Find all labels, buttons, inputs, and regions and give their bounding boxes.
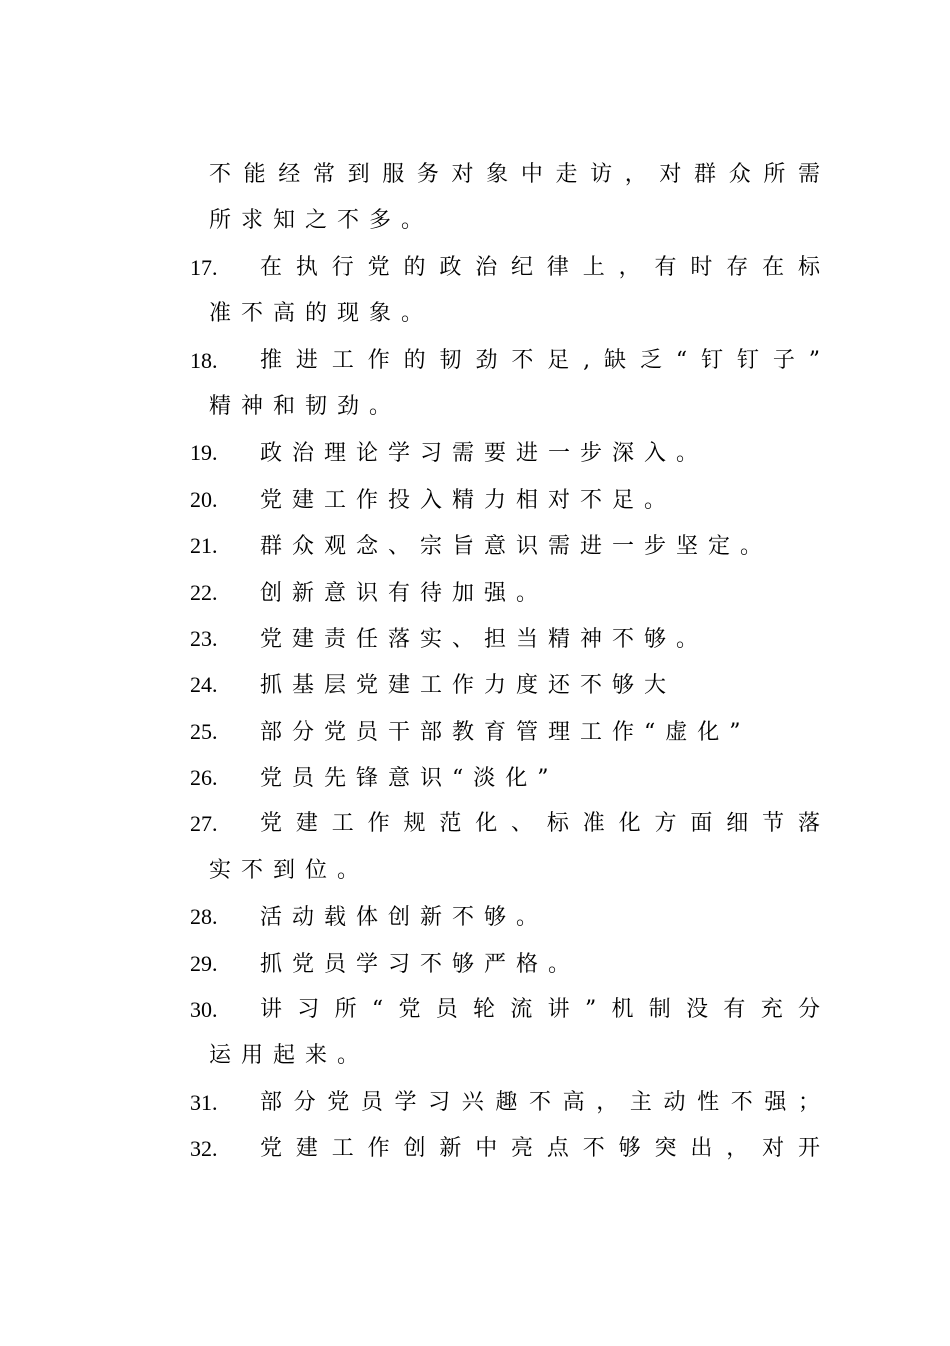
list-item-text: 实不到位。 — [209, 857, 370, 883]
list-number: 22. — [190, 579, 218, 605]
list-number: 18. — [190, 347, 218, 373]
list-number: 17. — [190, 254, 218, 280]
list-item-text: 推进工作的韧劲不足,缺乏“钉钉子” — [260, 347, 820, 373]
list-item-24 — [190, 662, 820, 708]
list-number: 28. — [190, 904, 218, 930]
list-item-27-continuation — [190, 848, 820, 894]
list-item-18-continuation — [190, 384, 820, 430]
list-item-23 — [190, 616, 820, 662]
list-number: 23. — [190, 625, 218, 651]
list-item-19 — [190, 430, 820, 476]
list-number: 26. — [190, 765, 218, 791]
document-body — [190, 152, 820, 1173]
paragraph-text: 不能经常到服务对象中走访，对群众所需 — [209, 162, 820, 187]
list-item-26 — [190, 755, 820, 801]
list-item-30 — [190, 987, 820, 1033]
list-number: 25. — [190, 718, 218, 744]
list-item-text: 党员先锋意识“淡化” — [260, 766, 559, 792]
list-item-text: 在执行党的政治纪律上，有时存在标 — [260, 254, 820, 280]
list-item-text: 党建工作投入精力相对不足。 — [260, 487, 677, 513]
list-number: 19. — [190, 440, 218, 466]
list-item-text: 党建工作创新中亮点不够突出，对开 — [260, 1136, 820, 1162]
list-item-17-continuation — [190, 291, 820, 337]
list-item-21 — [190, 523, 820, 569]
list-item-30-continuation — [190, 1033, 820, 1079]
list-item-22 — [190, 570, 820, 616]
list-item-text: 群众观念、宗旨意识需进一步坚定。 — [260, 534, 773, 560]
list-item-text: 部分党员学习兴趣不高，主动性不强； — [260, 1089, 820, 1115]
list-number: 31. — [190, 1089, 218, 1115]
list-item-text: 抓党员学习不够严格。 — [260, 951, 581, 977]
continuation-line-1 — [190, 152, 820, 198]
list-item-text: 抓基层党建工作力度还不够大 — [260, 673, 677, 699]
list-item-text: 政治理论学习需要进一步深入。 — [260, 441, 709, 467]
list-item-text: 讲习所“党员轮流讲”机制没有充分 — [260, 997, 820, 1023]
list-item-27 — [190, 801, 820, 847]
continuation-line-2 — [190, 198, 820, 244]
list-item-text: 党建工作规范化、标准化方面细节落 — [260, 811, 820, 837]
list-item-text: 部分党员干部教育管理工作“虚化” — [260, 719, 751, 745]
list-item-text: 运用起来。 — [209, 1043, 370, 1069]
list-item-text: 准不高的现象。 — [209, 301, 434, 327]
list-item-18 — [190, 338, 820, 384]
list-item-text: 创新意识有待加强。 — [260, 580, 549, 606]
list-item-text: 活动载体创新不够。 — [260, 905, 549, 931]
list-number: 27. — [190, 811, 218, 837]
list-number: 32. — [190, 1136, 218, 1162]
list-item-29 — [190, 941, 820, 987]
list-item-25 — [190, 709, 820, 755]
list-number: 24. — [190, 672, 218, 698]
list-number: 29. — [190, 950, 218, 976]
list-item-20 — [190, 477, 820, 523]
list-item-31 — [190, 1080, 820, 1126]
list-item-28 — [190, 894, 820, 940]
list-number: 30. — [190, 997, 218, 1023]
paragraph-text: 所求知之不多。 — [209, 208, 434, 234]
list-item-17 — [190, 245, 820, 291]
list-item-text: 精神和韧劲。 — [209, 393, 402, 419]
list-item-32 — [190, 1126, 820, 1172]
list-number: 20. — [190, 486, 218, 512]
list-item-text: 党建责任落实、担当精神不够。 — [260, 626, 709, 652]
list-number: 21. — [190, 533, 218, 559]
